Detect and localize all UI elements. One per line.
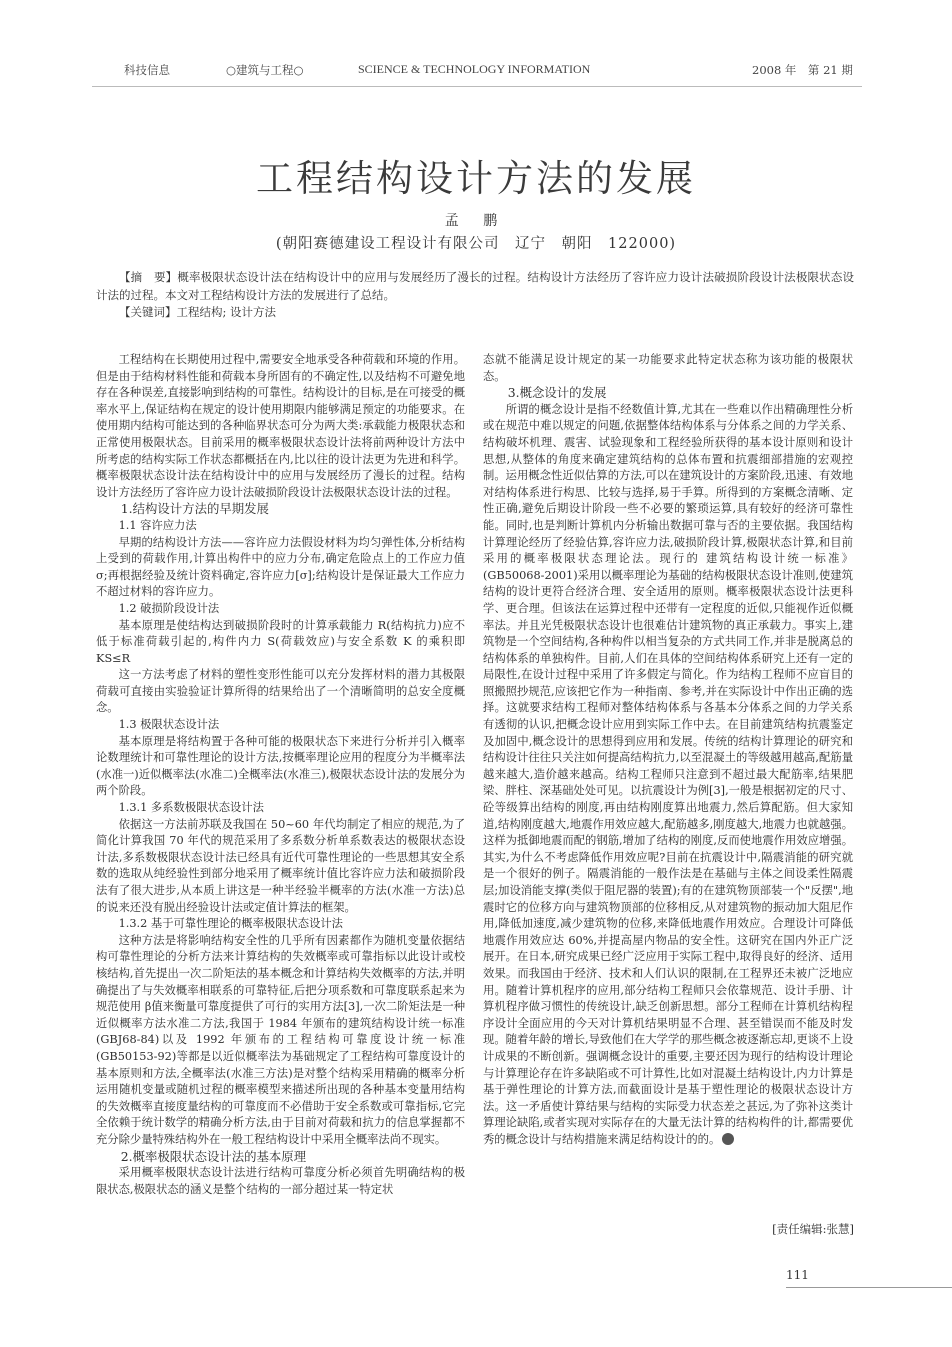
paragraph: 基本原理是使结构达到破损阶段时的计算承载能力 R(结构抗力)应不低于标准荷载引起的,构件内力 S(荷载效应)与安全系数 K 的乘积即 KS≤R bbox=[96, 618, 465, 665]
paragraph: 采用概率极限状态设计法进行结构可靠度分析必须首先明确结构的极限状态,极限状态的涵义是整个结构的一部分超过某一特定状 bbox=[96, 1166, 465, 1196]
abstract: 【摘 要】概率极限状态设计法在结构设计中的应用与发展经历了漫长的过程。结构设计方法经历了容许应力设计法破损阶段设计法极限状态设计法的过程。本文对工程结构设计方法的发展进行了总结。 bbox=[96, 270, 854, 302]
section-heading: 3.概念设计的发展 bbox=[507, 385, 607, 401]
left-column bbox=[96, 352, 465, 1198]
journal-name: 科技信息 bbox=[124, 63, 170, 77]
end-of-article-icon bbox=[722, 1133, 734, 1145]
paragraph: 工程结构在长期使用过程中,需要安全地承受各种荷载和环境的作用。但是由于结构材料性能和荷载本身所固有的不确定性,以及结构不可避免地存在各种误差,直接影响到结构的可靠性。结构设计的目标,是在可接受的概率水平上,保证结构在规定的设计使用期限内能够满足预定的功能要求。在使用期内结构可能达到的各种临界状态可分为两大类:承载能力极限状态和正常使用极限状态。目前采用的概率极限状态设计法将前两种设计方法中所考虑的结构实际工作状态都概括在内,比以往的设计法更为先进和科学。概率极限状态设计法在结构设计中的应用与发展经历了漫长的过程。结构设计方法经历了容许应力设计法破损阶段设计法极限状态设计法的过程。 bbox=[96, 353, 465, 499]
subsubsection-heading: 1.3.1 多系数极限状态设计法 bbox=[118, 801, 264, 815]
footer-rule bbox=[786, 1287, 952, 1288]
paragraph: 早期的结构设计方法——容许应力法假设材料为均匀弹性体,分析结构上受到的荷载作用,计算出构件中的应力分布,确定危险点上的工作应力值 σ;再根据经验及统计资料确定,容许应力[σ];结构设计是保证最大工作应力不超过材料的容许应力。 bbox=[96, 535, 465, 599]
editor-note: [责任编辑:张慧] bbox=[772, 1222, 854, 1236]
article-title: 工程结构设计方法的发展 bbox=[256, 157, 696, 200]
subsection-heading: 1.3 极限状态设计法 bbox=[118, 718, 220, 732]
section-label: ○建筑与工程○ bbox=[226, 63, 304, 77]
article-affiliation: (朝阳赛德建设工程设计有限公司 辽宁 朝阳 122000) bbox=[275, 236, 677, 252]
paragraph: 基本原理是将结构置于各种可能的极限状态下来进行分析并引入概率论数理统计和可靠性理论的设计方法,按概率理论应用的程度分为半概率法(水准一)近似概率法(水准二)全概率法(水准三),极限状态设计法的发展分为两个阶段。 bbox=[96, 734, 465, 798]
subsection-heading: 1.2 破损阶段设计法 bbox=[118, 601, 220, 615]
keywords: 【关键词】工程结构; 设计方法 bbox=[119, 305, 277, 319]
section-heading: 1.结构设计方法的早期发展 bbox=[120, 501, 269, 517]
journal-name-en: SCIENCE & TECHNOLOGY INFORMATION bbox=[358, 62, 591, 76]
paragraph: 依据这一方法前苏联及我国在 50~60 年代均制定了相应的规范,为了简化计算我国 70 年代的规范采用了多系数分析单系数表达的极限状态设计法,多系数极限状态设计法已经具有近代可靠性理论的一些思想其安全系数的选取从纯经验性到部分地采用了概率统计值比容许应力法和破损阶段法有了很大进步,从本质上讲这是一种半经验半概率的方法(水准一方法)总的说来还没有脱出经验设计法或定值计算法的框架。 bbox=[96, 817, 465, 914]
article-author: 孟 鹏 bbox=[444, 213, 508, 229]
issue-label: 2008 年 第 21 期 bbox=[752, 63, 853, 77]
paragraph: 这种方法是将影响结构安全性的几乎所有因素都作为随机变量依据结构可靠性理论的分析方法来计算结构的失效概率或可靠指标以此设计或校核结构,首先提出一次二阶矩法的基本概念和计算结构失效概率的方法,并明确提出了与失效概率相联系的可靠特征,后把分项系数和可靠度联系起来为规范使用 β值来衡量可靠度提供了可行的实用方法[3],一次二阶矩法是一种近似概率方法水准二方法,我国于 1984 年颁布的建筑结构设计统一标准(GBJ68-84)以及 1992 年颁布的工程结构可靠度设计统一标准(GB50153-92)等都是以近似概率法为基础规定了工程结构可靠度设计的基本原则和方法,全概率法(水准三方法)是对整个结构采用精确的概率分析运用随机变量或随机过程的概率模型来描述所出现的各种基本变量用结构的失效概率直接度量结构的可靠度而不必借助于安全系数或可靠指标,它完全依赖于统计数学的精确分析方法,由于目前对荷载和抗力的信息掌握都不充分除少量特殊结构外在一般工程结构设计中采用全概率法尚不现实。 bbox=[96, 933, 465, 1146]
right-column bbox=[483, 352, 853, 1149]
paragraph bbox=[483, 402, 853, 1149]
section-heading: 2.概率极限状态设计法的基本原理 bbox=[120, 1148, 307, 1164]
paragraph-continued: 态就不能满足设计规定的某一功能要求此特定状态称为该功能的极限状态。 bbox=[483, 353, 853, 383]
paragraph-text: 所谓的概念设计是指不经数值计算,尤其在一些难以作出精确理性分析或在规范中难以规定的问题,依据整体结构体系与分体系之间的力学关系、结构破坏机理、震害、试验现象和工程经验所获得的基本设计原则和设计思想,从整体的角度来确定建筑结构的总体布置和抗震细部措施的宏观控制。运用概念性近似估算的方法,可以在建筑设计的方案阶段,迅速、有效地对结构体系进行构思、比较与选择,易于手算。所得到的方案概念清晰、定性正确,避免后期设计阶段一些不必要的繁琐运算,具有较好的经济可靠性能。同时,也是判断计算机内分析输出数据可靠与否的主要依据。我国结构计算理论经历了经验估算,容许应力法,破损阶段计算,极限状态计算,和目前采用的概率极限状态理论法。现行的 建筑结构设计统一标准》(GB50068-2001)采用以概率理论为基础的结构极限状态设计准则,使建筑结构的设计更符合经济合理、安全适用的原则。概率极限状态设计法更科学、更合理。但该法在运算过程中还带有一定程度的近似,只能视作近似概率法。并且光凭极限状态设计也很难估计建筑物的真正承载力。事实上,建筑物是一个空间结构,各种构件以相当复杂的方式共同工作,并非是脱离总的结构体系的单独构件。目前,人们在具体的空间结构体系研究上还有一定的局限性,在设计过程中采用了许多假定与简化。作为结构工程师不应盲目的照搬照抄规范,应该把它作为一种指南、参考,并在实际设计中作出正确的选择。这就要求结构工程师对整体结构体系与各基本分体系之间的力学关系有透彻的认识,把概念设计应用到实际工作中去。在目前建筑结构抗震鉴定及加固中,概念设计的思想得到应用和发展。传统的结构计算理论的研究和结构设计往往只关注如何提高结构抗力,以至混凝土的等级越用越高,配筋量越来越大,造价越来越高。结构工程师只注意到不超过最大配筋率,结果肥梁、胖柱、深基础处处可见。以抗震设计为例[3],一般是根据初定的尺寸、砼等级算出结构的刚度,再由结构刚度算出地震力,然后算配筋。但大家知道,结构刚度越大,地震作用效应越大,配筋越多,刚度越大,地震力也就越强。这样为抵御地震而配的钢筋,增加了结构的刚度,反而使地震作用效应增强。其实,为什么不考虑降低作用效应呢?目前在抗震设计中,隔震消能的研究就是一个很好的例子。隔震消能的一般作法是在基础与主体之间设柔性隔震层;加设消能支撑(类似于阻尼器的装置);有的在建筑物顶部装一个"反摆",地震时它的位移方向与建筑物顶部的位移相反,从对建筑物的振动加大阻尼作用,降低加速度,减少建筑物的位移,来降低地震作用效应。合理设计可降低地震作用效应达 60%,并提高屋内物品的安全性。这研究在国内外正广泛展开。在日本,研究成果已经广泛应用于实际工程中,取得良好的经济、适用效果。而我国由于经济、技术和人们认识的限制,在工程界还未被广泛地应用。随着计算机程序的应用,部分结构工程师只会依靠规范、设计手册、计算机程序做习惯性的传统设计,缺乏创新思想。部分工程师在计算机结构程序设计全面应用的今天对计算机结果明显不合理、甚至错误而不能及时发现。随着年龄的增长,导致他们在大学学的那些概念被逐渐忘却,更谈不上设计成果的不断创新。强调概念设计的重要,主要还因为现行的结构设计理论与计算理论存在许多缺陷或不可计算性,比如对混凝土结构设计,内力计算是基于弹性理论的计算方法,而截面设计是基于塑性理论的极限状态设计方法。这一矛盾使计算结果与结构的实际受力状态差之甚远,为了弥补这类计算理论缺陷,或者实现对实际存在的大量无法计算的结构构件的计,都需要优秀的概念设计与结构措施来满足结构设计的的。 bbox=[483, 402, 853, 1146]
subsubsection-heading: 1.3.2 基于可靠性理论的概率极限状态设计法 bbox=[118, 917, 343, 931]
header-rule bbox=[92, 86, 862, 87]
paragraph: 这一方法考虑了材料的塑性变形性能可以充分发挥材料的潜力其极限荷载可直接由实验验证计算所得的结果给出了一个清晰简明的总安全度概念。 bbox=[96, 668, 465, 715]
subsection-heading: 1.1 容许应力法 bbox=[118, 518, 197, 532]
page-number: 111 bbox=[786, 1268, 809, 1282]
